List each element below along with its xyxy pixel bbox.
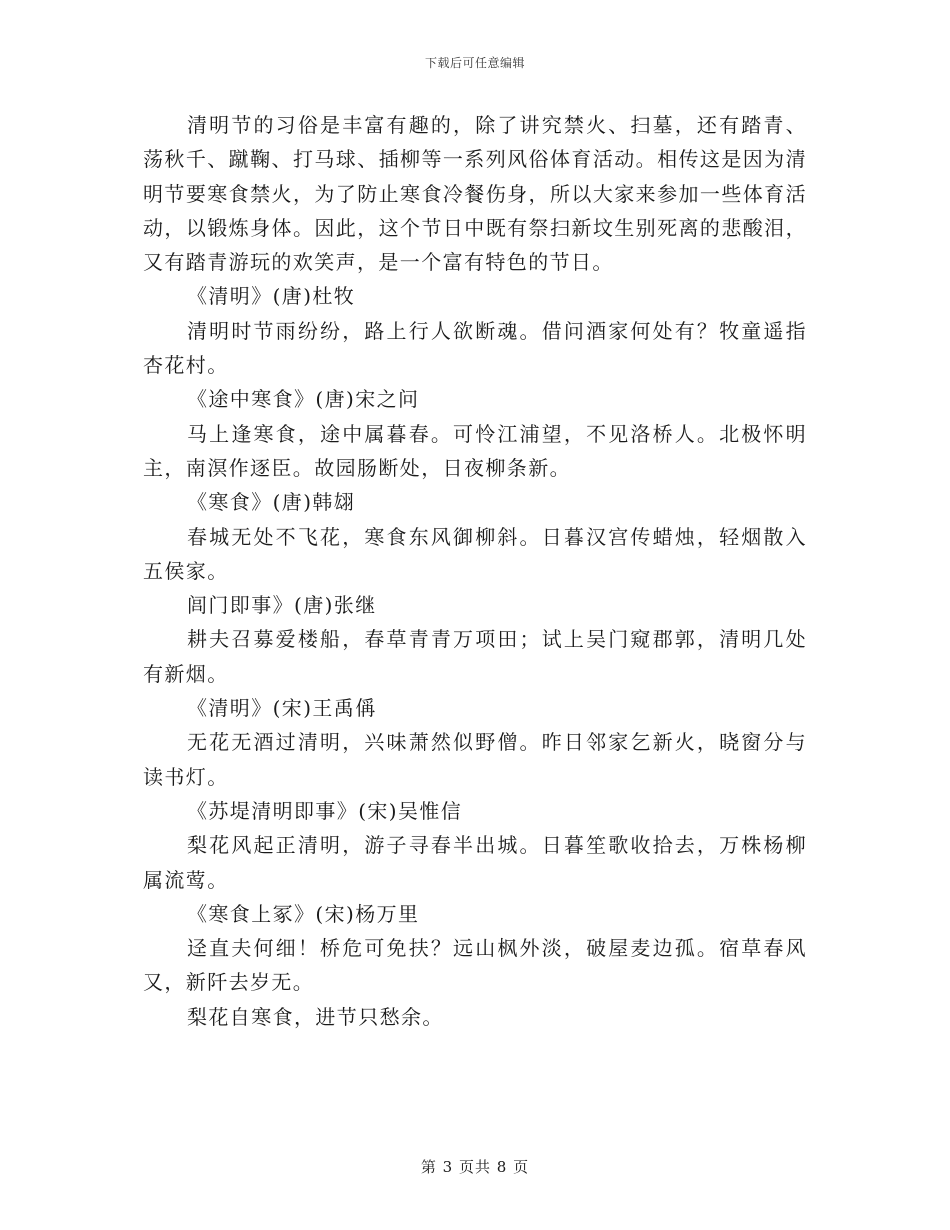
poem-text-qingming-dumu: 清明时节雨纷纷，路上行人欲断魂。借问酒家何处有？牧童遥指杏花村。 xyxy=(143,318,807,378)
poem-title-tuzhong-hanshi: 《途中寒食》(唐)宋之问 xyxy=(187,387,420,412)
poem-text-changmen-jishi: 耕夫召募爱楼船，春草青青万项田；试上吴门窥郡郭，清明几处有新烟。 xyxy=(143,627,807,686)
poem-title-suti-qingming: 《苏堤清明即事》(宋)吴惟信 xyxy=(187,798,463,823)
poem-text-hanshi-shangzhong-end: 梨花自寒食，进节只愁余。 xyxy=(187,1004,444,1029)
poem-text-suti-qingming: 梨花风起正清明，游子寻春半出城。日暮笙歌收拾去，万株杨柳属流莺。 xyxy=(143,833,807,892)
poem-title-qingming-dumu: 《清明》(唐)杜牧 xyxy=(187,284,356,309)
poem-title-hanshi-shangzhong: 《寒食上冢》(宋)杨万里 xyxy=(187,901,420,926)
poem-text-hanshi: 春城无处不飞花，寒食东风御柳斜。日暮汉宫传蜡烛，轻烟散入五侯家。 xyxy=(143,524,807,583)
document-body xyxy=(143,108,807,1034)
page-number: 第 3 页共 8 页 xyxy=(420,1158,530,1176)
intro-paragraph: 清明节的习俗是丰富有趣的，除了讲究禁火、扫墓，还有踏青、荡秋千、蹴鞠、打马球、插柳等一系列风俗体育活动。相传这是因为清明节要寒食禁火，为了防止寒食冷餐伤身，所以大家来参加一些体育活动，以锻炼身体。因此，这个节日中既有祭扫新坟生别死离的悲酸泪，又有踏青游玩的欢笑声，是一个富有特色的节日。 xyxy=(143,113,807,275)
page-header: 下载后可任意编辑 xyxy=(424,56,525,70)
poem-title-changmen-jishi: 闾门即事》(唐)张继 xyxy=(187,593,377,618)
poem-text-tuzhong-hanshi: 马上逢寒食，途中属暮春。可怜江浦望，不见洛桥人。北极怀明主，南溟作逐臣。故园肠断处，日夜柳条新。 xyxy=(143,421,807,480)
poem-title-hanshi: 《寒食》(唐)韩翃 xyxy=(187,490,356,515)
poem-text-hanshi-shangzhong: 迳直夫何细！桥危可免扶？远山枫外淡，破屋麦边孤。宿草春风又，新阡去岁无。 xyxy=(143,936,807,995)
poem-text-qingming-wangyucheng: 无花无酒过清明，兴味萧然似野僧。昨日邻家乞新火，晓窗分与读书灯。 xyxy=(143,730,807,789)
poem-title-qingming-wangyucheng: 《清明》(宋)王禹偁 xyxy=(187,696,377,721)
